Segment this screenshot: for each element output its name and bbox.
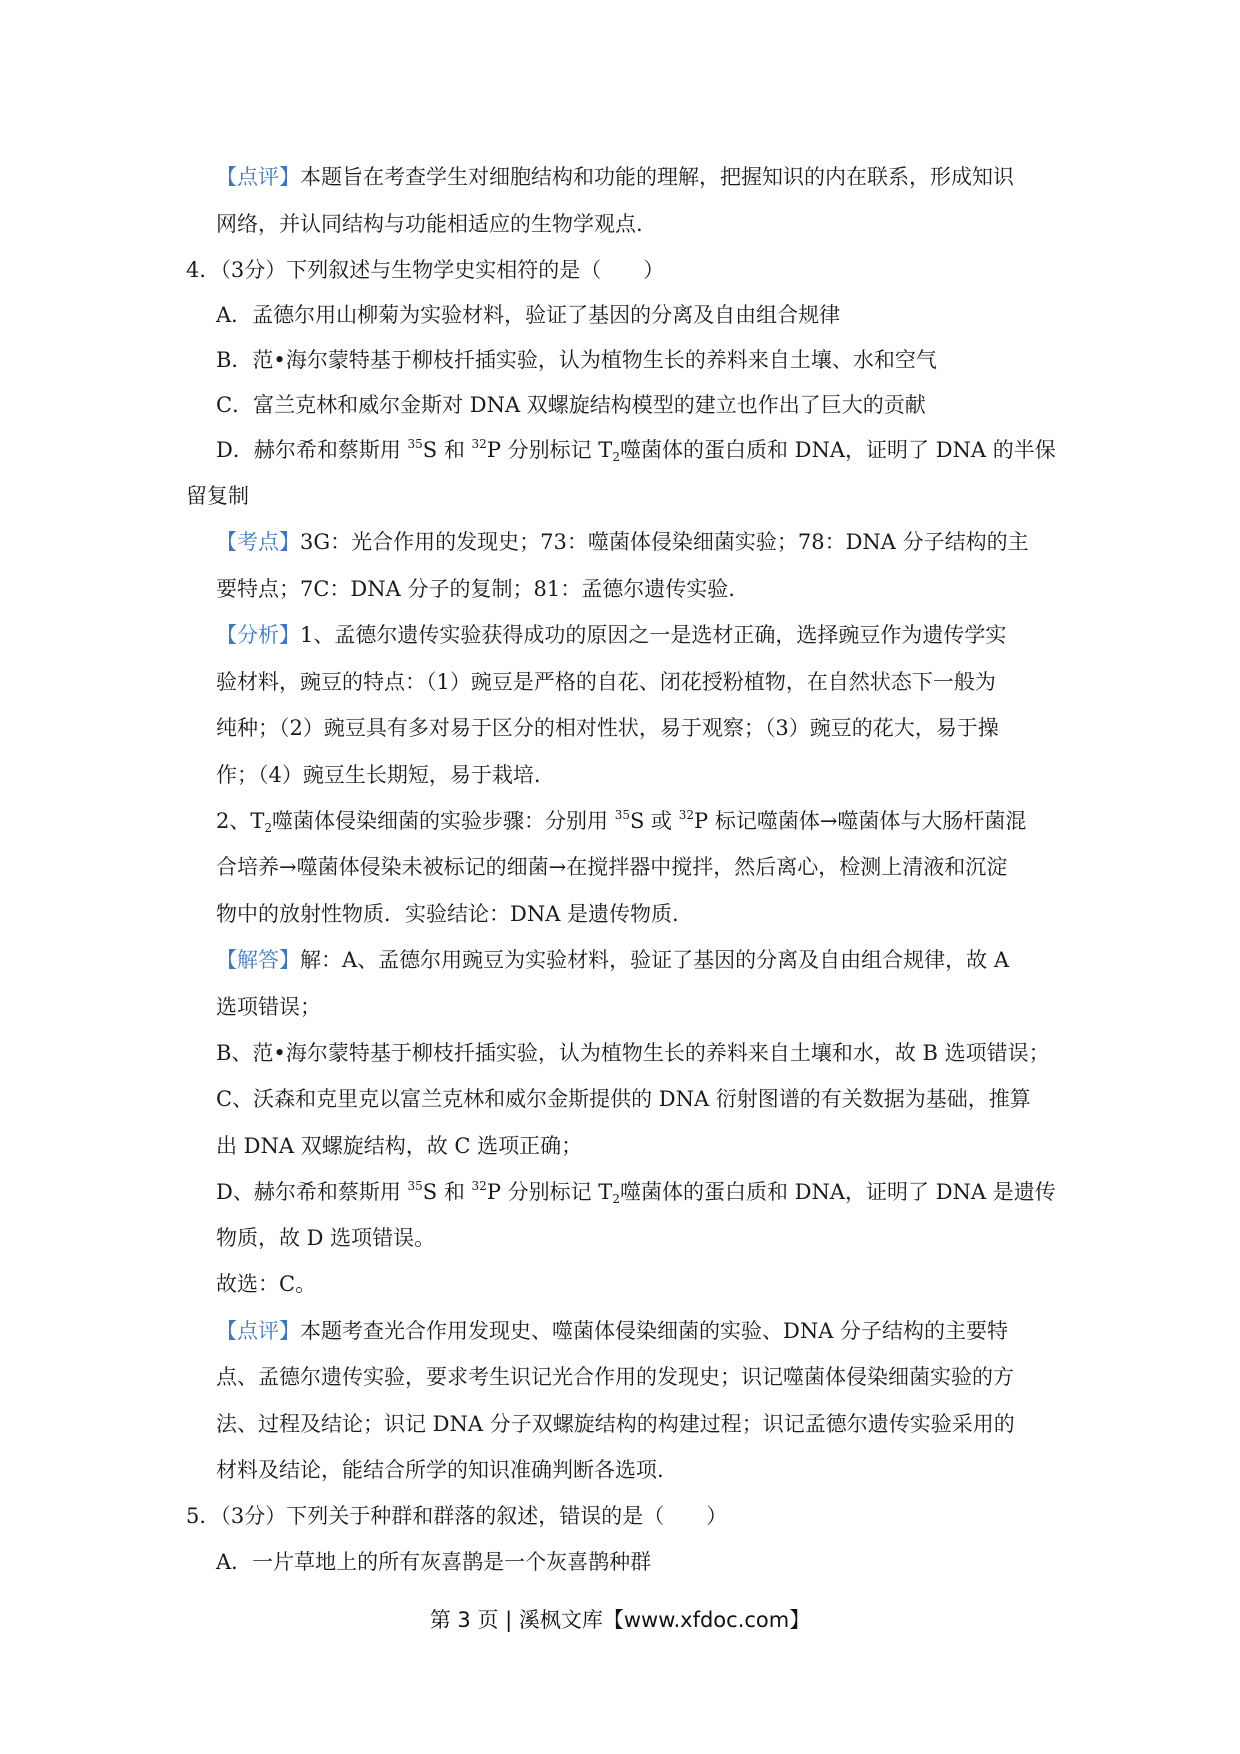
fenxi-p2-line3: 物中的放射性物质．实验结论：DNA 是遗传物质. (216, 902, 679, 926)
dianping-line3: 法、过程及结论；识记 DNA 分子双螺旋结构的构建过程；识记孟德尔遗传实验采用的 (216, 1412, 1015, 1436)
jieda-text: 解：A、孟德尔用豌豆为实验材料，验证了基因的分离及自由组合规律，故 A (300, 948, 1010, 972)
fenxi-tag: 【分析】 (216, 623, 300, 647)
jieda-line-d (216, 1177, 1056, 1207)
comment-paragraph (216, 162, 1014, 192)
superscript-32: 32 (471, 437, 487, 451)
jieda-line2: 选项错误； (216, 995, 321, 1019)
dianping-text: 本题考查光合作用发现史、噬菌体侵染细菌的实验、DNA 分子结构的主要特 (300, 1319, 1009, 1343)
superscript-35: 35 (407, 437, 423, 451)
jieda-line-c2: 出 DNA 双螺旋结构，故 C 选项正确； (216, 1134, 583, 1158)
fenxi-point2 (216, 806, 1026, 836)
question-4-option-d (216, 435, 1056, 465)
comment-tag: 【点评】 (216, 165, 300, 189)
question-4-option-b: B．范•海尔蒙特基于柳枝扦插实验，认为植物生长的养料来自土壤、水和空气 (216, 348, 937, 372)
jieda-paragraph (216, 945, 1009, 975)
dianping-paragraph (216, 1316, 1008, 1346)
question-5-option-a: A．一片草地上的所有灰喜鹊是一个灰喜鹊种群 (216, 1550, 652, 1574)
question-4-stem: 4．（3分）下列叙述与生物学史实相符的是（ ） (186, 258, 665, 282)
option-d-text: 噬菌体的蛋白质和 DNA，证明了 DNA 的半保 (619, 438, 1056, 462)
subscript-2: 2 (264, 821, 273, 835)
fenxi-line2: 验材料，豌豆的特点：（1）豌豆是严格的自花、闭花授粉植物，在自然状态下一般为 (216, 670, 996, 694)
kaodian-paragraph (216, 527, 1029, 557)
question-4-option-c: C．富兰克林和威尔金斯对 DNA 双螺旋结构模型的建立也作出了巨大的贡献 (216, 393, 926, 417)
kaodian-tag: 【考点】 (216, 530, 300, 554)
kaodian-text: 3G：光合作用的发现史；73：噬菌体侵染细菌实验；78：DNA 分子结构的主 (300, 530, 1029, 554)
question-4-option-a: A．孟德尔用山柳菊为实验材料，验证了基因的分离及自由组合规律 (216, 303, 841, 327)
jieda-d-text: 噬菌体的蛋白质和 DNA，证明了 DNA 是遗传 (619, 1180, 1056, 1204)
superscript-32: 32 (471, 1179, 487, 1193)
comment-text-line2: 网络，并认同结构与功能相适应的生物学观点. (216, 212, 643, 236)
dianping-line2: 点、孟德尔遗传实验，要求考生识记光合作用的发现史；识记噬菌体侵染细菌实验的方 (216, 1365, 1014, 1389)
jieda-d-text: S 和 (422, 1180, 472, 1204)
fenxi-p2-text: 2、T (216, 809, 265, 833)
kaodian-text-line2: 要特点；7C：DNA 分子的复制；81：孟德尔遗传实验. (216, 577, 735, 601)
fenxi-p2-text: P 标记噬菌体→噬菌体与大肠杆菌混 (694, 809, 1027, 833)
option-d-text: P 分别标记 T (486, 438, 613, 462)
fenxi-p2-line2: 合培养→噬菌体侵染未被标记的细菌→在搅拌器中搅拌，然后离心，检测上清液和沉淀 (216, 855, 1008, 879)
fenxi-line4: 作；（4）豌豆生长期短，易于栽培. (216, 763, 541, 787)
jieda-d-text: P 分别标记 T (486, 1180, 613, 1204)
superscript-32: 32 (678, 808, 695, 822)
dianping-tag: 【点评】 (216, 1319, 300, 1343)
subscript-2: 2 (612, 1192, 620, 1206)
jieda-d-text: D、赫尔希和蔡斯用 (216, 1180, 408, 1204)
dianping-line4: 材料及结论，能结合所学的知识准确判断各选项. (216, 1458, 664, 1482)
jieda-line-b: B、范•海尔蒙特基于柳枝扦插实验，认为植物生长的养料来自土壤和水，故 B 选项错误； (216, 1041, 1050, 1065)
jieda-answer: 故选：C。 (216, 1272, 317, 1296)
option-d-text: S 和 (422, 438, 472, 462)
question-4-option-d-line2: 留复制 (186, 484, 249, 508)
option-d-text: D．赫尔希和蔡斯用 (216, 438, 408, 462)
fenxi-p2-text: S 或 (629, 809, 679, 833)
jieda-tag: 【解答】 (216, 948, 300, 972)
question-5-stem: 5．（3分）下列关于种群和群落的叙述，错误的是（ ） (186, 1504, 728, 1528)
comment-text: 本题旨在考查学生对细胞结构和功能的理解，把握知识的内在联系，形成知识 (300, 165, 1014, 189)
page-footer: 第 3 页 | 溪枫文库【www.xfdoc.com】 (429, 1608, 811, 1632)
fenxi-text: 1、孟德尔遗传实验获得成功的原因之一是选材正确，选择豌豆作为遗传学实 (300, 623, 1007, 647)
fenxi-paragraph (216, 620, 1006, 650)
subscript-2: 2 (612, 450, 620, 464)
superscript-35: 35 (614, 808, 630, 822)
jieda-line-d2: 物质，故 D 选项错误。 (216, 1226, 436, 1250)
fenxi-p2-text: 噬菌体侵染细菌的实验步骤：分别用 (272, 809, 615, 833)
fenxi-line3: 纯种；（2）豌豆具有多对易于区分的相对性状，易于观察；（3）豌豆的花大，易于操 (216, 716, 999, 740)
jieda-line-c1: C、沃森和克里克以富兰克林和威尔金斯提供的 DNA 衍射图谱的有关数据为基础，推算 (216, 1087, 1031, 1111)
superscript-35: 35 (407, 1179, 423, 1193)
